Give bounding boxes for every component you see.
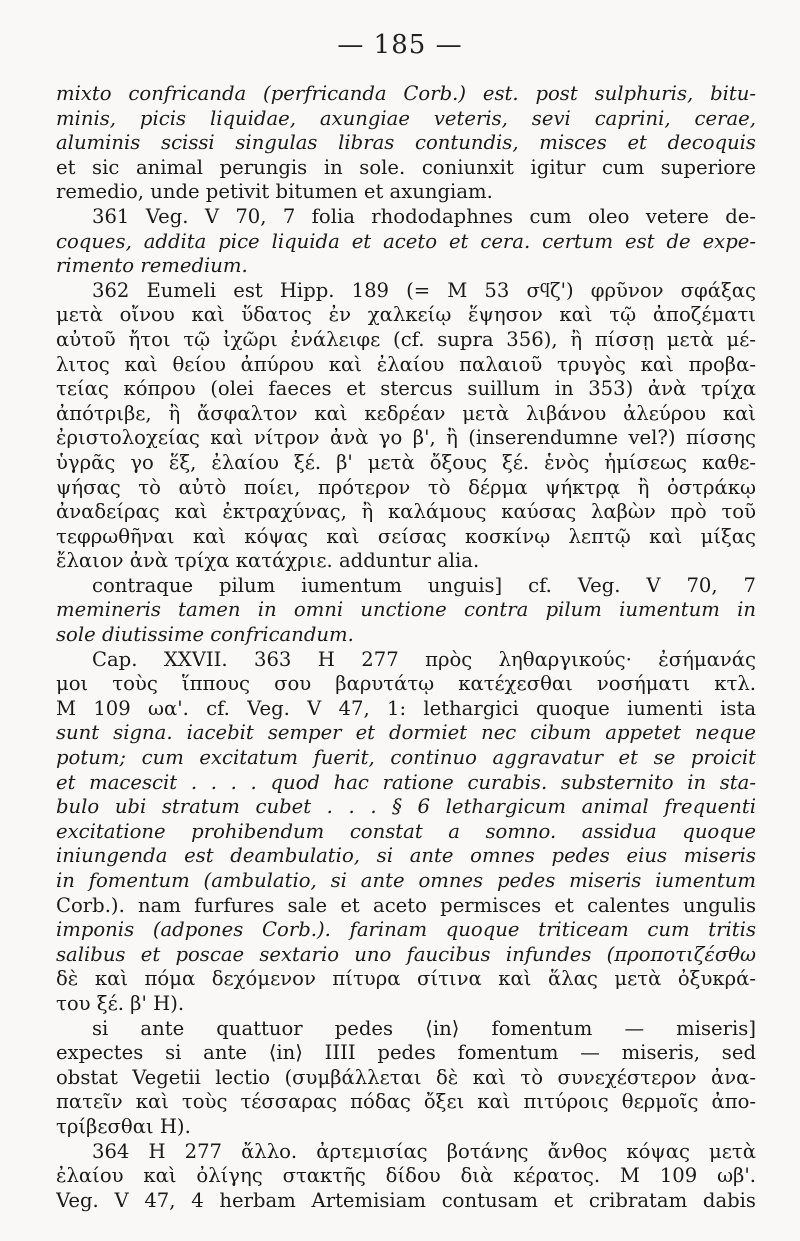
text-line: ἔλαιον ἀνὰ τρίχα κατάχριε. adduntur alia. [56, 549, 480, 573]
text-line: ψήσας τὸ αὐτὸ ποίει, πρότερον τὸ δέρμα ψήκτρᾳ ἢ ὀστράκῳ [56, 475, 756, 499]
text-line: obstat Vegetii lectio (συμβάλλεται δὲ καὶ τὸ συνεχέστερον ἀνα- [56, 1065, 756, 1089]
text-line: τρίβεσθαι H). [56, 1114, 191, 1138]
text-line: in fomentum (ambulatio, si ante omnes pedes miseris iumentum [56, 869, 756, 892]
text-line: ἀναδείρας καὶ ἐκτραχύνας, ἢ καλάμους καύσας λαβὼν πρὸ τοῦ [56, 500, 756, 524]
text-line: αὐτοῦ ἤτοι τῷ ἰχῶρι ἐνάλειφε (cf. supra 356), ἢ πίσσῃ μετὰ μέ- [56, 327, 756, 351]
text-line: iniungenda est deambulatio, si ante omnes pedes eius miseris [56, 844, 756, 868]
text-line: Corb.). nam furfures sale et aceto permisces et calentes ungulis [56, 893, 756, 917]
text-line: τείας κόπρου (olei faeces et stercus suillum in 353) ἀνὰ τρίχα [56, 377, 756, 401]
text-line: ὑγρᾶς γο ἕξ, ἐλαίου ξέ. β' μετὰ ὄξους ξέ. ἑνὸς ἡμίσεως καθε- [56, 450, 756, 474]
text-line: et sic animal perungis in sole. coniunxit igitur cum superiore [56, 155, 756, 179]
text-line: remedio, unde petivit bitumen et axungiam. [56, 180, 493, 204]
text-line: λιτος καὶ θείου ἀπύρου καὶ ἐλαίου παλαιοῦ τρυγὸς καὶ προβα- [56, 352, 756, 376]
text-line: δὲ καὶ πόμα δεχόμενον πίτυρα σίτινα καὶ ἅλας μετὰ ὀξυκρά- [56, 967, 756, 991]
text-line: 362 Eumeli est Hipp. 189 (= M 53 σϥζ') φρῦνον σφάξας [92, 278, 756, 302]
text-line: et macescit . . . . quod hac ratione curabis. substernito in sta- [56, 770, 756, 794]
text-line: si ante quattuor pedes ⟨in⟩ fomentum — miseris] [92, 1016, 756, 1040]
text-line: ἐλαίου καὶ ὀλίγης στακτῆς δίδου διὰ κέρατος. M 109 ωβ'. [56, 1164, 756, 1188]
text-line: mixto confricanda (perfricanda Corb.) est. post sulphuris, bitu- [56, 82, 756, 105]
text-line: μοι τοὺς ἵππους σου βαρυτάτῳ κατέχεσθαι νοσήματι κτλ. [56, 672, 756, 696]
text-line: ἐριστολοχείας καὶ νίτρον ἀνὰ γο β', ἢ (inserendumne vel?) πίσσης [56, 426, 756, 450]
text-line: τεφρωθῆναι καὶ κόψας καὶ σείσας κοσκίνῳ λεπτῷ καὶ μίξας [56, 524, 756, 548]
text-line: potum; cum excitatum fuerit, continuo aggravatur et se proicit [56, 746, 756, 770]
text-line: bulo ubi stratum cubet . . . § 6 lethargicum animal frequenti [56, 795, 756, 819]
text-line: memineris tamen in omni unctione contra pilum iumentum in [56, 598, 756, 622]
text-line: excitatione prohibendum constat a somno. assidua quoque [56, 819, 756, 843]
text-line: Veg. V 47, 4 herbam Artemisiam contusam et cribratam dabis [56, 1188, 756, 1212]
text-line: rimento remedium. [56, 254, 248, 278]
text-line: aluminis scissi singulas libras contundis, misces et decoquis [56, 131, 756, 155]
text-line: πατεῖν καὶ τοὺς τέσσαρας πόδας ὄξει καὶ πιτύροις θερμοῖς ἀπο- [56, 1090, 756, 1114]
text-line: minis, picis liquidae, axungiae veteris, sevi caprini, cerae, [56, 106, 756, 130]
text-line: M 109 ωα'. cf. Veg. V 47, 1: lethargici quoque iumenti ista [56, 696, 756, 720]
text-line: imponis (adpones Corb.). farinam quoque triticeam cum tritis [56, 918, 756, 942]
text-body [56, 82, 756, 1213]
text-line: sunt signa. iacebit semper et dormiet nec cibum appetet neque [56, 721, 756, 745]
text-line: expectes si ante ⟨in⟩ IIII pedes fomentum — miseris, sed [56, 1041, 756, 1065]
text-line: coques, addita pice liquida et aceto et cera. certum est de expe- [56, 229, 756, 253]
text-line: sole diutissime confricandum. [56, 623, 354, 647]
text-line: 361 Veg. V 70, 7 folia rhododaphnes cum oleo vetere de- [92, 204, 756, 228]
text-line: Cap. XXVII. 363 H 277 πρὸς ληθαργικούς· ἐσήμανάς [92, 647, 756, 671]
text-line: μετὰ οἴνου καὶ ὕδατος ἐν χαλκείῳ ἕψησον καὶ τῷ ἀποζέματι [56, 303, 756, 327]
text-line: contraque pilum iumentum unguis] cf. Veg. V 70, 7 [92, 573, 756, 597]
text-line: salibus et poscae sextario uno faucibus infundes (προποτιζέσθω [56, 942, 756, 966]
text-line: ἀπότριβε, ἢ ἄσφαλτον καὶ κεδρέαν μετὰ λιβάνου ἀλεύρου καὶ [56, 401, 756, 425]
text-line: του ξέ. β' H). [56, 991, 185, 1015]
text-line: 364 H 277 ἄλλο. ἀρτεμισίας βοτάνης ἄνθος κόψας μετὰ [92, 1139, 756, 1163]
page-number: — 185 — [337, 30, 463, 60]
